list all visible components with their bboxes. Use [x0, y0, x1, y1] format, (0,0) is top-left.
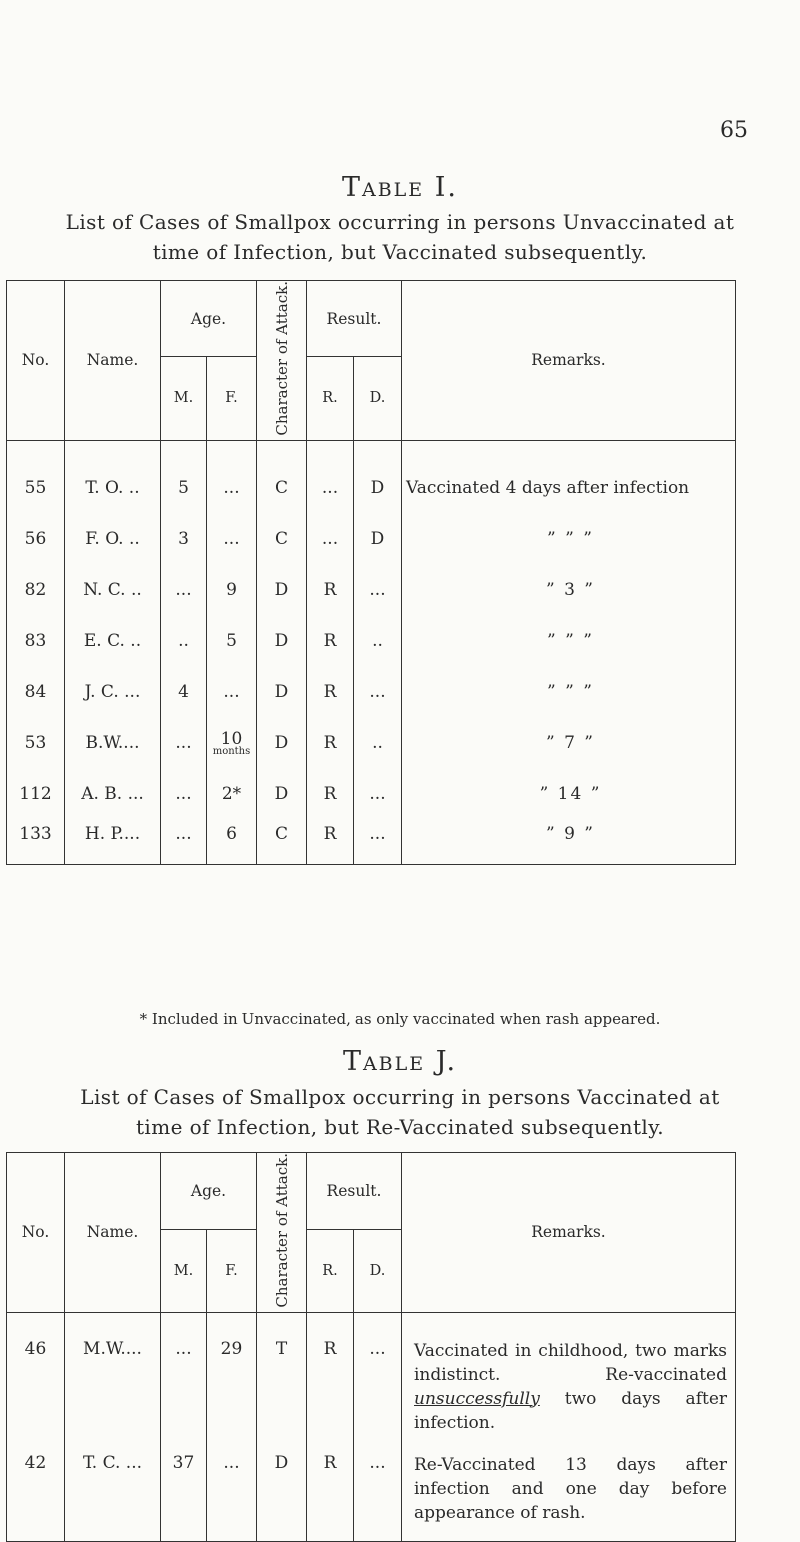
cell-remarks: ” 3 ” [402, 565, 736, 616]
cell-died: .. [354, 616, 402, 667]
header-no: No. [7, 281, 65, 441]
cell-died: ... [354, 565, 402, 616]
cell-recovered: R [307, 616, 354, 667]
cell-female-unit: months [212, 746, 251, 758]
cell-character: C [257, 463, 307, 514]
cell-remarks: ” ” ” [402, 667, 736, 718]
page-number: 65 [720, 118, 748, 143]
cell-recovered: R [307, 820, 354, 865]
table-row [7, 616, 736, 667]
cell-name: T. O. .. [65, 463, 161, 514]
header-no: No. [7, 1153, 65, 1313]
header-female: F. [207, 357, 257, 441]
table-i-footnote: * Included in Unvaccinated, as only vaccinated when rash appeared. [139, 1010, 661, 1028]
cell-died: .. [354, 718, 402, 769]
cell-name: A. B. ... [65, 769, 161, 820]
table-row [7, 718, 736, 769]
cell-female: 29 [207, 1335, 257, 1453]
cell-character: C [257, 820, 307, 865]
header-name: Name. [65, 281, 161, 441]
table-i-caption-line-1: List of Cases of Smallpox occurring in persons Unvaccinated at [65, 210, 735, 234]
cell-male: ... [161, 565, 207, 616]
footnote-asterisk: * [139, 1010, 148, 1028]
cell-recovered: ... [307, 463, 354, 514]
header-age: Age. [161, 1153, 257, 1230]
header-died: D. [354, 1230, 402, 1312]
remarks-emphasis: unsuccessfully [414, 1388, 540, 1409]
table-row [7, 514, 736, 565]
cell-character: D [257, 1453, 307, 1542]
footnote-tail: as only vaccinated when rash appeared. [354, 1010, 661, 1028]
footnote-emph: Unvaccinated [241, 1010, 347, 1028]
cell-name: N. C. .. [65, 565, 161, 616]
cell-name: H. P.... [65, 820, 161, 865]
cell-no: 53 [7, 718, 65, 769]
cell-male: ... [161, 820, 207, 865]
table-i-title: Table I. [341, 172, 458, 203]
table-j-caption [30, 1082, 770, 1142]
cell-recovered: R [307, 1335, 354, 1453]
table-j-caption-line-1: List of Cases of Smallpox occurring in persons Vaccinated at [80, 1085, 720, 1109]
header-result: Result. [307, 1153, 402, 1230]
header-male: M. [161, 357, 207, 441]
cell-female: 9 [207, 565, 257, 616]
cell-recovered: R [307, 718, 354, 769]
cell-recovered: R [307, 667, 354, 718]
cell-female: 2* [207, 769, 257, 820]
cell-remarks: ” ” ” [402, 514, 736, 565]
header-character [257, 281, 307, 441]
cell-no: 46 [7, 1335, 65, 1453]
cell-character: D [257, 718, 307, 769]
header-female: F. [207, 1230, 257, 1312]
cell-male: 37 [161, 1453, 207, 1542]
cell-remarks: ” ” ” [402, 616, 736, 667]
cell-no: 83 [7, 616, 65, 667]
cell-character: D [257, 667, 307, 718]
table-j-title: Table J. [342, 1046, 458, 1077]
cell-remarks [402, 1335, 736, 1453]
cell-recovered: R [307, 1453, 354, 1542]
cell-died: ... [354, 820, 402, 865]
cell-character: D [257, 616, 307, 667]
remarks-text: Vaccinated in childhood, two marks indistinct. Re-vaccinated [414, 1340, 727, 1385]
cell-remarks: ” 9 ” [402, 820, 736, 865]
cell-character: D [257, 769, 307, 820]
table-row [7, 769, 736, 820]
header-result: Result. [307, 281, 402, 357]
cell-name: T. C. ... [65, 1453, 161, 1542]
cell-died: ... [354, 667, 402, 718]
cell-name: E. C. .. [65, 616, 161, 667]
cell-female: ... [207, 667, 257, 718]
table-j-caption-line-2: time of Infection, but Re-Vaccinated subsequently. [135, 1115, 664, 1139]
table-row [7, 463, 736, 514]
cell-no: 112 [7, 769, 65, 820]
cell-character: C [257, 514, 307, 565]
header-male: M. [161, 1230, 207, 1312]
cell-female-value: 10 [220, 729, 243, 750]
cell-no: 133 [7, 820, 65, 865]
cell-remarks: Re-Vaccinated 13 days after infection and one day before appearance of rash. [402, 1453, 736, 1542]
cell-name: J. C. ... [65, 667, 161, 718]
table-i [6, 280, 736, 865]
header-name: Name. [65, 1153, 161, 1313]
cell-male: 3 [161, 514, 207, 565]
cell-female: ... [207, 1453, 257, 1542]
table-row [7, 1453, 736, 1542]
cell-died: ... [354, 1335, 402, 1453]
header-recovered: R. [307, 357, 354, 441]
cell-no: 82 [7, 565, 65, 616]
cell-name: M.W.... [65, 1335, 161, 1453]
cell-no: 56 [7, 514, 65, 565]
cell-character: T [257, 1335, 307, 1453]
cell-male: 5 [161, 463, 207, 514]
cell-died: D [354, 514, 402, 565]
cell-name: B.W.... [65, 718, 161, 769]
table-row [7, 1335, 736, 1453]
table-row [7, 565, 736, 616]
cell-no: 84 [7, 667, 65, 718]
header-recovered: R. [307, 1230, 354, 1312]
header-remarks: Remarks. [402, 1153, 736, 1313]
cell-male: ... [161, 718, 207, 769]
cell-male: ... [161, 769, 207, 820]
remarks-text-end: two days after infection. [414, 1388, 728, 1433]
cell-female: 5 [207, 616, 257, 667]
cell-remarks: ” 14 ” [402, 769, 736, 820]
cell-recovered: R [307, 565, 354, 616]
cell-female: ... [207, 463, 257, 514]
header-age: Age. [161, 281, 257, 357]
table-j [6, 1152, 736, 1542]
cell-male: ... [161, 1335, 207, 1453]
header-remarks: Remarks. [402, 281, 736, 441]
header-character [257, 1153, 307, 1313]
cell-male: 4 [161, 667, 207, 718]
cell-recovered: R [307, 769, 354, 820]
cell-recovered: ... [307, 514, 354, 565]
header-character-text: Character of Attack. [272, 281, 291, 436]
cell-died: ... [354, 1453, 402, 1542]
header-died: D. [354, 357, 402, 441]
cell-male: .. [161, 616, 207, 667]
table-i-caption [30, 207, 770, 267]
header-character-text: Character of Attack. [272, 1153, 291, 1308]
cell-female [207, 718, 257, 769]
cell-female: 6 [207, 820, 257, 865]
cell-no: 42 [7, 1453, 65, 1542]
table-row [7, 820, 736, 865]
table-row [7, 667, 736, 718]
cell-died: D [354, 463, 402, 514]
cell-remarks: ” 7 ” [402, 718, 736, 769]
cell-remarks: Vaccinated 4 days after infection [402, 463, 736, 514]
footnote-lead: Included in [151, 1010, 238, 1028]
cell-no: 55 [7, 463, 65, 514]
cell-name: F. O. .. [65, 514, 161, 565]
cell-died: ... [354, 769, 402, 820]
cell-female: ... [207, 514, 257, 565]
cell-character: D [257, 565, 307, 616]
table-i-caption-line-2: time of Infection, but Vaccinated subsequently. [152, 240, 648, 264]
